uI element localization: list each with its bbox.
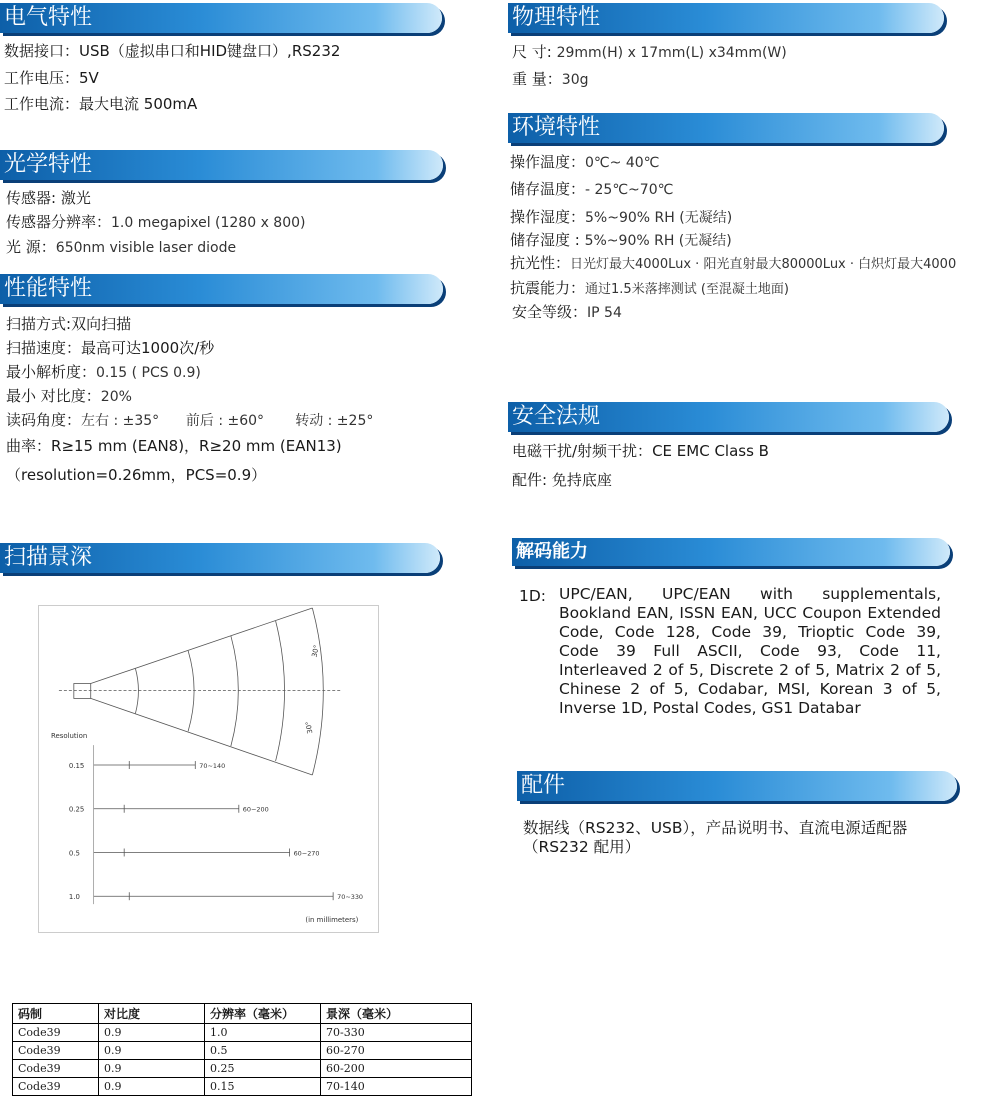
resolution-value: 0.15 bbox=[68, 762, 85, 771]
performance-header: 性能特性 bbox=[0, 274, 443, 304]
table-row bbox=[13, 1042, 472, 1060]
spec-value: 0.15 ( PCS 0.9) bbox=[96, 365, 201, 381]
spec-value: 0℃~ 40℃ bbox=[585, 155, 660, 171]
unit-label: (in millimeters) bbox=[305, 916, 359, 925]
spec-label: 操作温度： bbox=[510, 153, 586, 171]
spec-value: - 25℃~70℃ bbox=[585, 182, 674, 198]
spec-line bbox=[510, 252, 956, 273]
range-label: 70~140 bbox=[199, 762, 226, 771]
scanner-window bbox=[74, 684, 91, 699]
safety-header: 安全法规 bbox=[508, 402, 949, 432]
depth-arc bbox=[312, 608, 323, 775]
spec-value: CE EMC Class B bbox=[652, 442, 769, 460]
spec-value: IP 54 bbox=[587, 305, 622, 321]
physical-header: 物理特性 bbox=[508, 3, 944, 33]
table-header-row bbox=[13, 1004, 472, 1024]
angle-label-upper: 30° bbox=[310, 644, 321, 659]
spec-label: 抗震能力： bbox=[510, 279, 586, 297]
spec-label: 尺 寸: bbox=[512, 43, 557, 61]
spec-label: 工作电流： bbox=[4, 95, 80, 113]
spec-label: 曲率： bbox=[6, 437, 52, 455]
decode-text: UPC/EAN, UPC/EAN with supplementals, Bookland EAN, ISSN EAN, UCC Coupon Extended Code, Code 128, Code 39, Trioptic Code 39, Code 39 Full ASCII, Code 93, Code 11, Interleaved 2 of 5, Discrete 2 of 5, Matrix 2 of 5, Chinese 2 of 5, Codabar, MSI, Korean 3 of 5, Inverse 1D, Postal Codes, GS1 Databar bbox=[559, 585, 941, 717]
spec-value: （resolution=0.26mm，PCS=0.9） bbox=[6, 466, 267, 484]
decode-header: 解码能力 bbox=[512, 538, 950, 566]
table-cell: 70-330 bbox=[321, 1024, 472, 1042]
spec-line bbox=[6, 385, 132, 406]
range-label: 70~330 bbox=[337, 893, 364, 902]
resolution-value: 0.5 bbox=[68, 849, 80, 858]
spec-value: 最大电流 500mA bbox=[79, 95, 198, 113]
spec-label: 传感器: bbox=[6, 189, 61, 207]
spec-label: 读码角度： bbox=[6, 411, 82, 429]
accessories-text: 数据线（RS232、USB），产品说明书、直流电源适配器（RS232 配用） bbox=[523, 819, 908, 856]
table-cell: Code39 bbox=[13, 1060, 99, 1078]
spec-line bbox=[510, 151, 659, 172]
resolution-value: 0.25 bbox=[68, 805, 85, 814]
spec-line bbox=[6, 313, 131, 334]
table-cell: 0.9 bbox=[99, 1024, 205, 1042]
spec-label: 光 源： bbox=[6, 238, 56, 256]
decode-label: 1D: bbox=[519, 587, 547, 605]
angle-label-lower: 30° bbox=[304, 720, 315, 735]
accessories-header: 配件 bbox=[517, 771, 957, 801]
table-cell: Code39 bbox=[13, 1024, 99, 1042]
spec-line bbox=[510, 178, 673, 199]
spec-label: 最小 对比度： bbox=[6, 387, 101, 405]
spec-label: 配件: bbox=[512, 471, 552, 489]
spec-line bbox=[4, 67, 99, 88]
spec-line bbox=[512, 301, 622, 322]
table-header-cell: 分辨率（毫米） bbox=[205, 1004, 321, 1024]
table-cell: 0.15 bbox=[205, 1078, 321, 1096]
spec-label: 工作电压： bbox=[4, 69, 80, 87]
scan-fan bbox=[59, 608, 342, 775]
table-row bbox=[13, 1060, 472, 1078]
range-label: 60~270 bbox=[293, 849, 320, 858]
spec-label: 重 量： bbox=[512, 70, 562, 88]
spec-label: 扫描速度： bbox=[6, 339, 82, 357]
spec-line bbox=[510, 229, 732, 250]
spec-label: 电磁干扰/射频干扰： bbox=[512, 442, 653, 460]
spec-value: 左右 : ±35° 前后 : ±60° 转动 : ±25° bbox=[81, 413, 374, 429]
spec-line bbox=[510, 277, 789, 298]
table-row bbox=[13, 1024, 472, 1042]
spec-label: 抗光性： bbox=[510, 254, 571, 272]
table-cell: 1.0 bbox=[205, 1024, 321, 1042]
spec-line bbox=[6, 211, 306, 232]
spec-label: 安全等级： bbox=[512, 303, 588, 321]
spec-line bbox=[510, 206, 732, 227]
table-cell: Code39 bbox=[13, 1078, 99, 1096]
table-row bbox=[13, 1078, 472, 1096]
depth-arc bbox=[135, 669, 138, 714]
table-cell: 0.9 bbox=[99, 1078, 205, 1096]
spec-line bbox=[6, 435, 342, 456]
spec-value: 650nm visible laser diode bbox=[55, 240, 237, 256]
table-cell: 0.9 bbox=[99, 1060, 205, 1078]
spec-line bbox=[512, 68, 588, 89]
depth-arc bbox=[231, 636, 238, 746]
spec-value: 激光 bbox=[60, 189, 91, 207]
spec-value: 5V bbox=[79, 69, 99, 87]
spec-line bbox=[4, 93, 197, 114]
spec-label: 储存温度： bbox=[510, 180, 586, 198]
spec-value: R≥15 mm (EAN8)，R≥20 mm (EAN13) bbox=[51, 437, 342, 455]
spec-value: USB（虚拟串口和HID键盘口）,RS232 bbox=[79, 42, 341, 60]
resolution-value: 1.0 bbox=[68, 893, 80, 902]
depth-table bbox=[12, 1003, 472, 1096]
table-cell: 0.9 bbox=[99, 1042, 205, 1060]
spec-value: 1.0 megapixel (1280 x 800) bbox=[111, 215, 306, 231]
depth-header: 扫描景深 bbox=[0, 543, 440, 573]
spec-value: 29mm(H) x 17mm(L) x34mm(W) bbox=[556, 45, 787, 61]
spec-line bbox=[6, 361, 201, 382]
table-header-cell: 景深（毫米） bbox=[321, 1004, 472, 1024]
fan-edge-upper bbox=[91, 608, 313, 684]
spec-value: 双向扫描 bbox=[71, 315, 132, 333]
spec-line bbox=[6, 337, 214, 358]
spec-line bbox=[4, 40, 340, 61]
table-cell: 0.25 bbox=[205, 1060, 321, 1078]
spec-line bbox=[512, 41, 787, 62]
spec-line bbox=[6, 236, 236, 257]
depth-rows bbox=[69, 761, 363, 901]
spec-label: 最小解析度： bbox=[6, 363, 97, 381]
spec-value: 5%~90% RH (无凝结) bbox=[585, 210, 733, 226]
spec-label: 数据接口： bbox=[4, 42, 80, 60]
depth-arc bbox=[188, 651, 194, 732]
spec-value: 20% bbox=[100, 389, 132, 405]
spec-line bbox=[6, 187, 91, 208]
table-cell: 60-200 bbox=[321, 1060, 472, 1078]
spec-value: 5%~90% RH (无凝结) bbox=[584, 233, 732, 249]
spec-line bbox=[512, 440, 769, 461]
depth-arc bbox=[276, 621, 285, 761]
spec-line bbox=[6, 409, 373, 430]
table-cell: 70-140 bbox=[321, 1078, 472, 1096]
spec-label: 储存湿度 : bbox=[510, 231, 585, 249]
spec-label: 操作湿度： bbox=[510, 208, 586, 226]
environment-header: 环境特性 bbox=[508, 113, 944, 143]
spec-value: 最高可达1000次/秒 bbox=[81, 339, 215, 357]
range-label: 60~200 bbox=[242, 805, 269, 814]
table-header-cell: 码制 bbox=[13, 1004, 99, 1024]
spec-label: 扫描方式: bbox=[6, 315, 72, 333]
optical-header: 光学特性 bbox=[0, 150, 443, 180]
spec-line bbox=[512, 469, 612, 490]
resolution-axis-label: Resolution bbox=[50, 732, 88, 741]
table-cell: Code39 bbox=[13, 1042, 99, 1060]
table-cell: 0.5 bbox=[205, 1042, 321, 1060]
spec-value: 免持底座 bbox=[551, 471, 612, 489]
electrical-header: 电气特性 bbox=[0, 3, 442, 33]
spec-value: 通过1.5米落摔测试 (至混凝土地面) bbox=[585, 282, 789, 297]
table-header-cell: 对比度 bbox=[99, 1004, 205, 1024]
spec-line bbox=[6, 464, 266, 485]
depth-of-field-diagram bbox=[38, 605, 379, 933]
spec-value: 日光灯最大4000Lux · 阳光直射最大80000Lux · 白炽灯最大4000 bbox=[570, 257, 957, 272]
spec-label: 传感器分辨率： bbox=[6, 213, 112, 231]
table-cell: 60-270 bbox=[321, 1042, 472, 1060]
spec-value: 30g bbox=[561, 72, 589, 88]
